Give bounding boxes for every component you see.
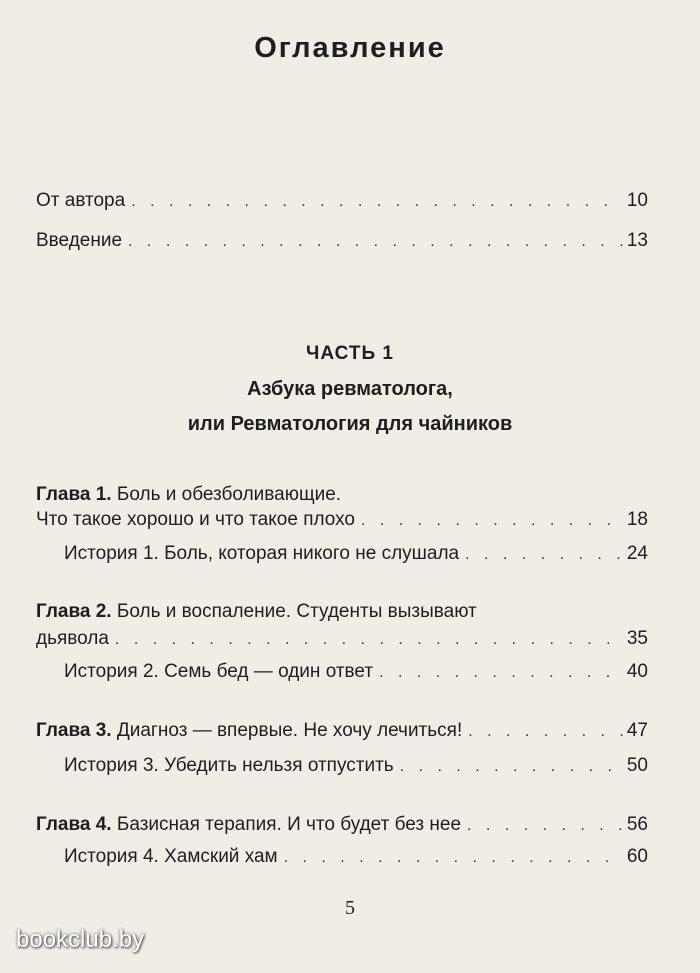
toc-page-number: 10 (626, 190, 648, 211)
chapter-title-line2: Что такое хорошо и что такое плохо (36, 509, 355, 530)
part-title-line1: Азбука ревматолога, (247, 378, 453, 400)
story-title: История 1. Боль, которая никого не слушала (64, 543, 460, 564)
toc-entry-title: От автора (36, 190, 126, 211)
chapter-prefix: Глава 1. (36, 484, 112, 505)
toc-page-number: 47 (626, 720, 648, 741)
toc-entry-chapter-4 (36, 813, 648, 838)
chapter-title (36, 719, 462, 743)
toc-entry-story-1 (64, 542, 648, 567)
toc-entry-title: Введение (36, 230, 123, 251)
chapter-title-line1: Боль и воспаление. Студенты вызывают (116, 601, 477, 622)
toc-page-number: 18 (626, 509, 648, 530)
chapter-title-line2: дьявола (36, 628, 109, 649)
toc-entry-chapter-2 (36, 627, 648, 652)
toc-page-number: 50 (626, 755, 648, 776)
leader-dots (128, 230, 623, 254)
toc-entry-author (36, 189, 648, 214)
toc-page-number: 24 (626, 543, 648, 564)
leader-dots (361, 509, 623, 533)
page-number: 5 (345, 897, 355, 919)
chapter-prefix: Глава 3. (36, 720, 112, 741)
leader-dots (379, 661, 623, 685)
page-title: Оглавление (254, 32, 446, 64)
toc-entry-story-2 (64, 660, 648, 685)
toc-page-number: 40 (626, 661, 648, 682)
story-title: История 4. Хамский хам (64, 846, 278, 867)
toc-entry-story-4 (64, 845, 648, 870)
leader-dots (465, 543, 623, 567)
chapter-1-heading (36, 483, 341, 507)
leader-dots (468, 720, 623, 744)
chapter-prefix: Глава 2. (36, 601, 112, 622)
watermark: bookclub.by (16, 926, 145, 953)
toc-entry-chapter-1 (36, 508, 648, 533)
toc-page-number: 13 (626, 230, 648, 251)
toc-entry-chapter-3 (36, 719, 648, 744)
toc-entry-story-3 (64, 754, 648, 779)
chapter-title-line1: Базисная терапия. И что будет без нее (116, 814, 462, 835)
leader-dots (467, 814, 623, 838)
story-title: История 3. Убедить нельзя отпустить (64, 755, 394, 776)
leader-dots (131, 190, 623, 214)
story-title: История 2. Семь бед — один ответ (64, 661, 374, 682)
chapter-2-heading (36, 600, 477, 624)
toc-entry-introduction (36, 229, 648, 254)
leader-dots (284, 846, 623, 870)
chapter-title-line1: Боль и обезболивающие. (116, 484, 342, 505)
chapter-title-line1: Диагноз — впервые. Не хочу лечиться! (116, 720, 463, 741)
toc-page-number: 60 (626, 846, 648, 867)
leader-dots (400, 755, 623, 779)
part-label: ЧАСТЬ 1 (306, 343, 394, 364)
toc-page-number: 35 (626, 628, 648, 649)
chapter-prefix: Глава 4. (36, 814, 112, 835)
part-title-line2: или Ревматология для чайников (187, 413, 513, 435)
chapter-title (36, 813, 461, 837)
toc-page-number: 56 (626, 814, 648, 835)
leader-dots (115, 628, 623, 652)
